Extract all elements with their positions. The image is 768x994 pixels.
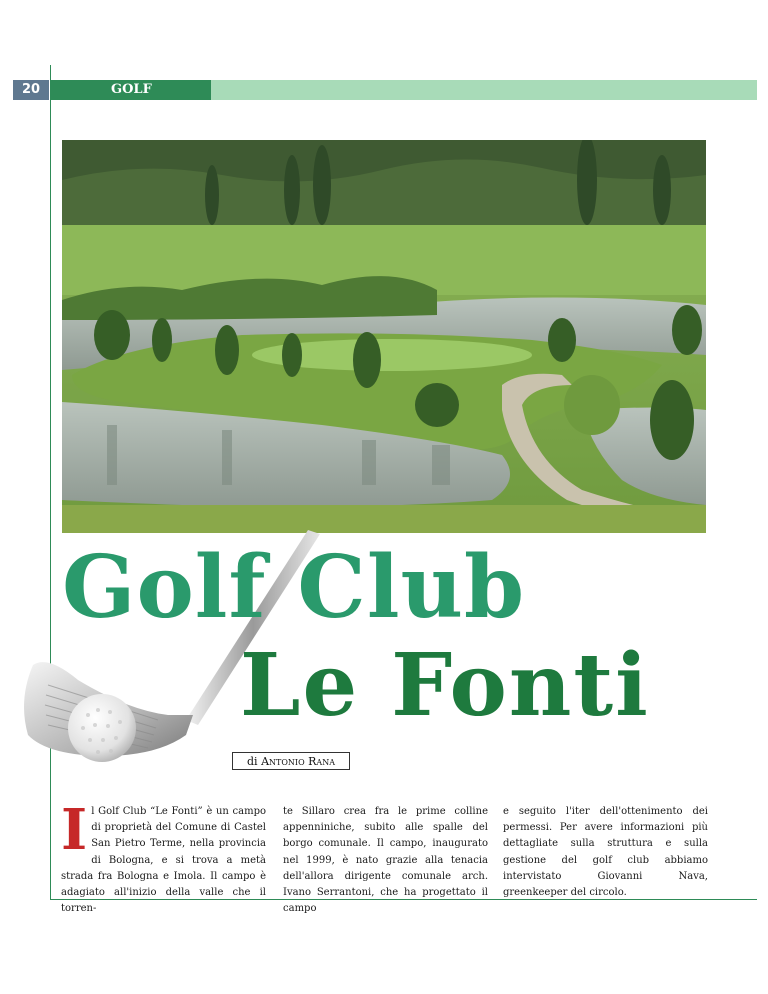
- drop-cap: I: [61, 797, 88, 863]
- article-title-line2: Le Fonti: [240, 635, 650, 736]
- vertical-rule: [50, 65, 51, 900]
- article-column-1-text: l Golf Club “Le Fonti” è un campo di proprietà del Comune di Castel San Pietro Terme, nella provincia di Bologna, e si trova a metà strada fra Bologna e Imola. Il campo è adagiato all'inizio della valle che il torren-: [61, 806, 266, 915]
- horizontal-rule: [50, 899, 757, 900]
- byline: [232, 752, 350, 770]
- byline-author: Antonio Rana: [261, 755, 335, 768]
- article-column-3: e seguito l'iter dell'ottenimento dei permessi. Per avere informazioni più dettagliate sulla struttura e sulla gestione del golf club abbiamo intervistato Giovanni Nava, greenkeeper del circolo.: [503, 806, 708, 899]
- article-column-2: te Sillaro crea fra le prime colline appenniniche, subito alle spalle del borgo comunale. Il campo, inaugurato nel 1999, è nato grazie alla tenacia dell'allora dirigente comunale arch. Ivano Serrantoni, che ha progettato il campo: [283, 806, 488, 915]
- article-title-line1: Golf Club: [62, 537, 526, 638]
- byline-prefix: di: [247, 755, 258, 768]
- section-tab: GOLF: [51, 80, 211, 100]
- page-number: 20: [13, 80, 49, 100]
- golf-course-illustration: [62, 140, 706, 533]
- golf-course-photo: [62, 140, 706, 533]
- header-bar: [211, 80, 757, 100]
- article-column-1: [61, 797, 266, 917]
